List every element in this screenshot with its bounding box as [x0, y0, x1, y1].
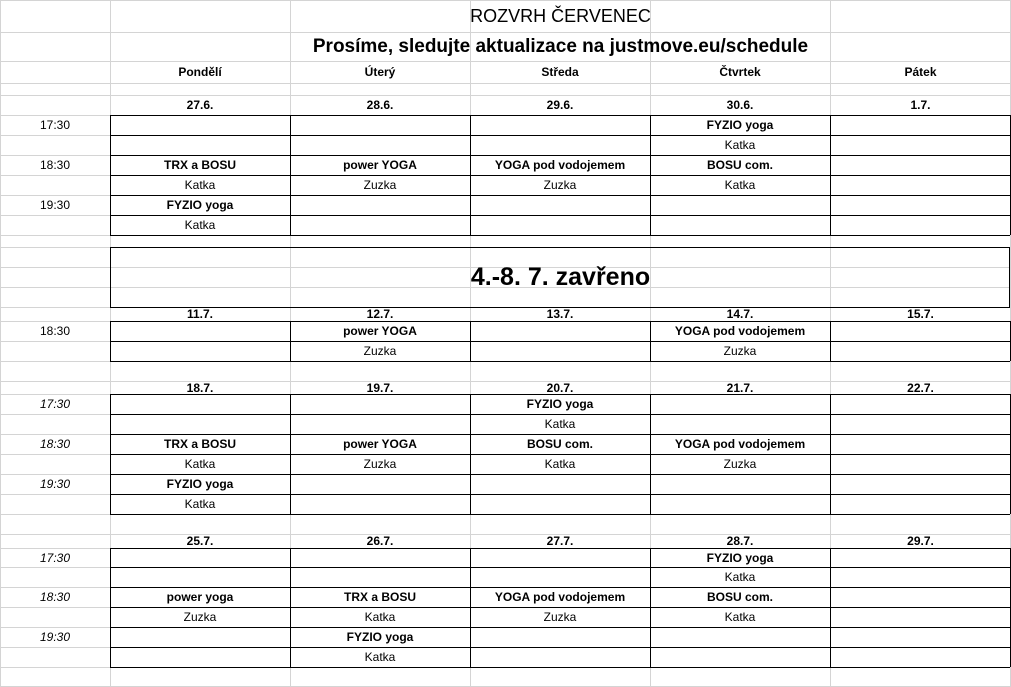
gridline-h: [0, 627, 1011, 628]
class-name: FYZIO yoga: [706, 118, 774, 132]
instructor-name: Katka: [364, 610, 396, 624]
date-header: 29.7.: [907, 534, 934, 548]
class-name: TRX a BOSU: [343, 590, 416, 604]
class-name: TRX a BOSU: [163, 158, 236, 172]
gridline-v: [0, 0, 1, 687]
instructor-name: Katka: [184, 457, 216, 471]
class-name: FYZIO yoga: [166, 477, 234, 491]
table-border-h: [110, 647, 1010, 648]
date-header: 29.6.: [546, 98, 574, 112]
class-name: power YOGA: [343, 324, 417, 338]
time-label: 18:30: [40, 158, 71, 172]
instructor-name: Katka: [724, 610, 756, 624]
gridline-h: [0, 361, 1011, 362]
instructor-name: Katka: [724, 138, 756, 152]
date-header: 26.7.: [366, 534, 394, 548]
date-header: 15.7.: [907, 307, 934, 321]
table-border-h: [110, 514, 1010, 515]
class-name: BOSU com.: [706, 158, 773, 172]
date-header: 22.7.: [907, 380, 934, 395]
instructor-name: Katka: [184, 218, 216, 232]
date-header: 19.7.: [366, 380, 394, 395]
date-header: 18.7.: [186, 380, 214, 395]
gridline-h: [0, 514, 1011, 515]
class-name: YOGA pod vodojemem: [674, 324, 806, 338]
time-label: 18:30: [40, 324, 71, 338]
gridline-h: [0, 83, 1011, 84]
time-label: 19:30: [40, 630, 71, 644]
date-header: 25.7.: [186, 534, 214, 548]
gridline-h: [0, 135, 1011, 136]
table-border-v: [830, 115, 831, 235]
date-header: 27.7.: [546, 534, 574, 548]
class-name: FYZIO yoga: [166, 198, 234, 212]
table-border-h: [110, 341, 1010, 342]
class-name: BOSU com.: [526, 437, 593, 451]
date-header: 28.6.: [366, 98, 394, 112]
date-header: 28.7.: [726, 534, 754, 548]
date-header: 14.7.: [726, 307, 754, 321]
day-header-tuesday: Úterý: [364, 65, 396, 79]
class-name: FYZIO yoga: [706, 550, 774, 565]
time-label: 19:30: [40, 477, 71, 491]
table-border-v: [830, 321, 831, 361]
schedule-subtitle: Prosíme, sledujte aktualizace na justmove.eu/schedule: [312, 36, 809, 57]
class-name: FYZIO yoga: [526, 397, 594, 411]
table-border-h: [110, 135, 1010, 136]
class-name: power YOGA: [343, 158, 417, 172]
schedule-title: ROZVRH ČERVENEC: [470, 6, 651, 26]
gridline-h: [0, 321, 1011, 322]
gridline-h: [0, 567, 1011, 568]
instructor-name: Zuzka: [363, 344, 397, 358]
closed-notice: 4.-8. 7. zavřeno: [470, 262, 651, 291]
instructor-name: Katka: [364, 650, 396, 664]
table-border-h: [110, 627, 1010, 628]
class-name: power YOGA: [343, 437, 417, 451]
table-border-h: [110, 321, 1010, 322]
instructor-name: Katka: [724, 178, 756, 192]
instructor-name: Zuzka: [363, 178, 397, 192]
gridline-h: [0, 235, 1011, 236]
day-header-monday: Pondělí: [178, 65, 222, 79]
time-label: 18:30: [40, 437, 71, 451]
table-border-v: [830, 548, 831, 667]
instructor-name: Katka: [544, 457, 576, 471]
instructor-name: Zuzka: [183, 610, 217, 624]
table-border-h: [110, 667, 1010, 668]
day-header-thursday: Čtvrtek: [719, 65, 761, 79]
instructor-name: Katka: [724, 570, 756, 584]
gridline-h: [0, 667, 1011, 668]
table-border-h: [110, 361, 1010, 362]
date-header: 11.7.: [186, 307, 214, 321]
table-border-v: [110, 321, 111, 361]
day-header-wednesday: Středa: [541, 65, 579, 79]
date-header: 1.7.: [910, 98, 931, 112]
instructor-name: Katka: [184, 178, 216, 192]
table-border-h: [110, 567, 1010, 568]
date-header: 12.7.: [366, 307, 394, 321]
time-label: 18:30: [40, 590, 71, 604]
class-name: FYZIO yoga: [346, 630, 414, 644]
table-border-v: [830, 394, 831, 514]
date-header: 21.7.: [726, 380, 754, 395]
date-header: 27.6.: [186, 98, 214, 112]
instructor-name: Zuzka: [543, 178, 577, 192]
instructor-name: Katka: [544, 417, 576, 431]
time-label: 17:30: [40, 397, 71, 411]
gridline-h: [0, 115, 1011, 116]
table-border-h: [110, 548, 1010, 549]
date-header: 20.7.: [546, 380, 574, 395]
instructor-name: Zuzka: [543, 610, 577, 624]
date-header: 13.7.: [546, 307, 574, 321]
instructor-name: Zuzka: [723, 457, 757, 471]
gridline-h: [0, 647, 1011, 648]
day-header-friday: Pátek: [904, 65, 937, 79]
class-name: power yoga: [166, 590, 234, 604]
class-name: YOGA pod vodojemem: [494, 590, 626, 604]
class-name: YOGA pod vodojemem: [674, 437, 806, 451]
table-border-h: [110, 235, 1010, 236]
class-name: BOSU com.: [706, 590, 773, 604]
gridline-h: [0, 341, 1011, 342]
table-border-v: [470, 321, 471, 361]
time-label: 19:30: [40, 198, 71, 212]
instructor-name: Zuzka: [363, 457, 397, 471]
date-header: 30.6.: [726, 98, 754, 112]
gridline-h: [0, 548, 1011, 549]
class-name: TRX a BOSU: [163, 437, 236, 451]
instructor-name: Katka: [184, 497, 216, 511]
time-label: 17:30: [40, 550, 71, 565]
class-name: YOGA pod vodojemem: [494, 158, 626, 172]
table-border-h: [110, 115, 1010, 116]
time-label: 17:30: [40, 118, 71, 132]
instructor-name: Zuzka: [723, 344, 757, 358]
